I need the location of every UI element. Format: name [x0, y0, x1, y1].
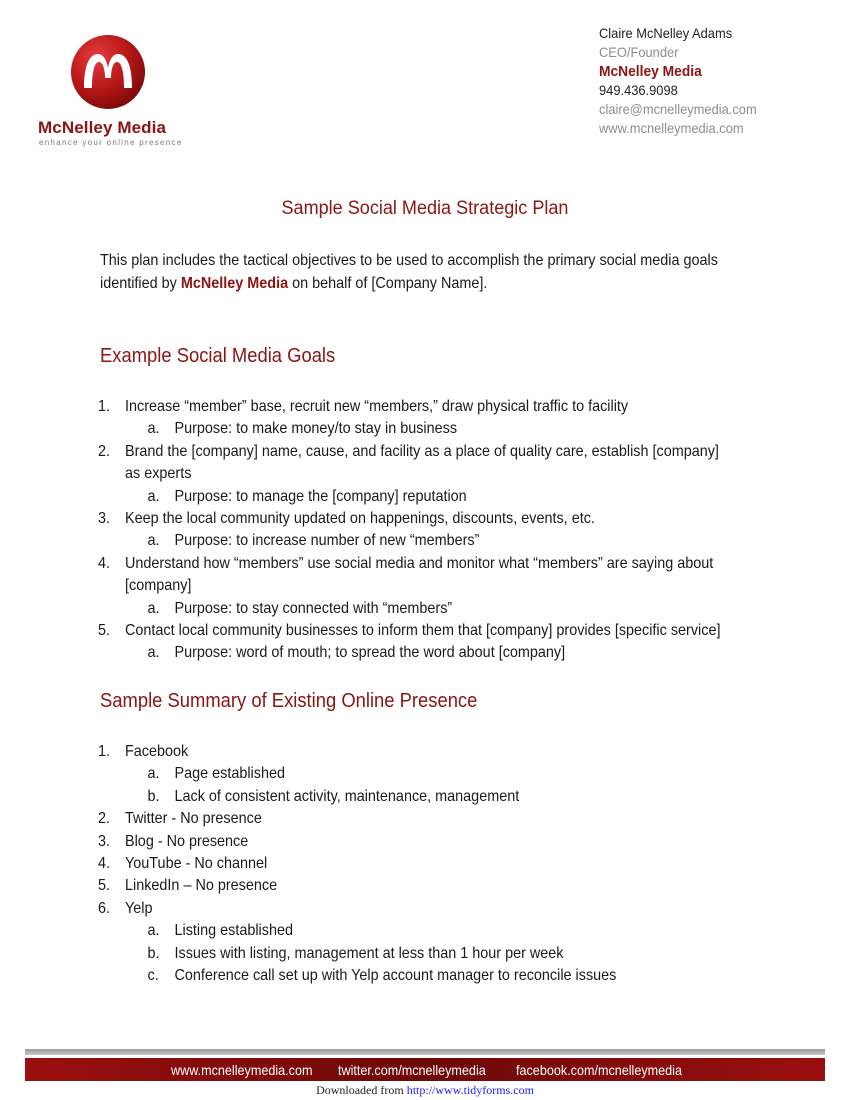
sub-list-item-letter: b. — [147, 944, 160, 962]
footer-divider — [25, 1049, 825, 1055]
sub-list-item — [98, 530, 728, 552]
list-item-text: Yelp — [125, 899, 153, 917]
list-item-text: Keep the local community updated on happenings, discounts, events, etc. — [125, 510, 595, 528]
list-item — [98, 808, 728, 830]
sub-list-item-text: Purpose: to increase number of new “members” — [174, 532, 480, 550]
sub-list-item-letter: a. — [147, 532, 160, 550]
sub-list-item — [98, 786, 728, 808]
sub-list-item-letter: a. — [147, 420, 160, 438]
sub-list-item-letter: a. — [147, 487, 160, 505]
logo-tagline: enhance your online presence — [39, 138, 183, 147]
sub-list-item-text: Purpose: word of mouth; to spread the word about [company] — [174, 644, 566, 662]
sub-list-item-letter: a. — [147, 644, 160, 662]
list-item-number: 4. — [98, 554, 111, 572]
list-item-text: Twitter - No presence — [125, 810, 262, 828]
list-item-number: 2. — [98, 810, 111, 828]
intro-text-after: on behalf of [Company Name]. — [288, 275, 488, 292]
list-item-number: 3. — [98, 510, 111, 528]
sub-list-item-letter: a. — [147, 922, 160, 940]
goals-heading: Example Social Media Goals — [100, 345, 336, 367]
list-item — [98, 898, 728, 920]
sub-list-item — [98, 965, 728, 987]
presence-heading: Sample Summary of Existing Online Presence — [100, 690, 478, 712]
list-item-number: 5. — [98, 622, 111, 640]
list-item-number: 5. — [98, 877, 111, 895]
sub-list-item-text: Purpose: to stay connected with “members” — [174, 599, 453, 617]
list-item-text: YouTube - No channel — [125, 855, 268, 873]
contact-company: McNelley Media — [599, 63, 702, 80]
contact-website[interactable]: www.mcnelleymedia.com — [599, 120, 744, 136]
downloaded-link[interactable]: http://www.tidyforms.com — [406, 1083, 534, 1097]
list-item — [98, 441, 728, 486]
downloaded-from — [0, 1083, 850, 1098]
list-item — [98, 553, 728, 598]
list-item-number: 1. — [98, 398, 111, 415]
sub-list-item — [98, 598, 728, 620]
footer-website-link[interactable]: www.mcnelleymedia.com — [171, 1062, 313, 1078]
list-item-text: Brand the [company] name, cause, and facility as a place of quality care, establish [company] as experts — [125, 442, 719, 483]
list-item-number: 6. — [98, 899, 111, 917]
contact-name: Claire McNelley Adams — [599, 25, 733, 41]
sub-list-item — [98, 486, 728, 508]
list-item — [98, 620, 728, 642]
list-item-number: 2. — [98, 442, 111, 460]
presence-list — [98, 741, 728, 987]
sub-list-item-text: Listing established — [174, 922, 293, 940]
sub-list-item — [98, 943, 728, 965]
footer-twitter-link[interactable]: twitter.com/mcnelleymedia — [338, 1062, 486, 1078]
sub-list-item-text: Issues with listing, management at less than 1 hour per week — [174, 944, 564, 962]
intro-text-before: This plan includes the tactical objectives to be used to accomplish the primary social media goals identified by — [100, 252, 718, 292]
contact-role: CEO/Founder — [599, 44, 679, 60]
list-item-text: LinkedIn – No presence — [125, 877, 278, 895]
sub-list-item-text: Lack of consistent activity, maintenance, management — [174, 787, 520, 805]
intro-brand: McNelley Media — [180, 275, 289, 292]
list-item — [98, 741, 728, 763]
list-item — [98, 831, 728, 853]
logo-name: McNelley Media — [38, 118, 167, 137]
sub-list-item-text: Purpose: to manage the [company] reputation — [174, 487, 467, 505]
list-item-text: Understand how “members” use social media and monitor what “members” are saying about [company] — [125, 554, 714, 595]
contact-phone: 949.436.9098 — [599, 82, 678, 98]
goals-list — [98, 396, 728, 665]
list-item-text: Facebook — [125, 743, 189, 760]
page-title: Sample Social Media Strategic Plan — [281, 198, 569, 219]
list-item — [98, 875, 728, 897]
intro-paragraph — [100, 249, 721, 295]
contact-block — [599, 24, 757, 138]
contact-email[interactable]: claire@mcnelleymedia.com — [599, 101, 757, 117]
list-item — [98, 396, 728, 418]
sub-list-item-text: Purpose: to make money/to stay in business — [174, 420, 458, 438]
sub-list-item — [98, 418, 728, 440]
downloaded-prefix: Downloaded from — [316, 1083, 407, 1097]
list-item — [98, 508, 728, 530]
sub-list-item-letter: a. — [147, 765, 160, 783]
sub-list-item — [98, 763, 728, 785]
sub-list-item — [98, 920, 728, 942]
footer-links — [25, 1058, 825, 1081]
sub-list-item-text: Conference call set up with Yelp account manager to reconcile issues — [174, 967, 617, 985]
sub-list-item-text: Page established — [174, 765, 285, 783]
list-item-number: 3. — [98, 832, 111, 850]
sub-list-item — [98, 642, 728, 664]
list-item-text: Increase “member” base, recruit new “members,” draw physical traffic to facility — [125, 398, 629, 415]
sub-list-item-letter: b. — [147, 787, 160, 805]
logo-m-icon — [70, 34, 146, 110]
list-item — [98, 853, 728, 875]
footer-facebook-link[interactable]: facebook.com/mcnelleymedia — [516, 1062, 682, 1078]
list-item-text: Contact local community businesses to inform them that [company] provides [specific service] — [125, 622, 721, 640]
list-item-number: 4. — [98, 855, 111, 873]
list-item-text: Blog - No presence — [125, 832, 249, 850]
sub-list-item-letter: c. — [147, 967, 159, 985]
company-logo — [36, 34, 196, 150]
sub-list-item-letter: a. — [147, 599, 160, 617]
list-item-number: 1. — [98, 743, 111, 760]
